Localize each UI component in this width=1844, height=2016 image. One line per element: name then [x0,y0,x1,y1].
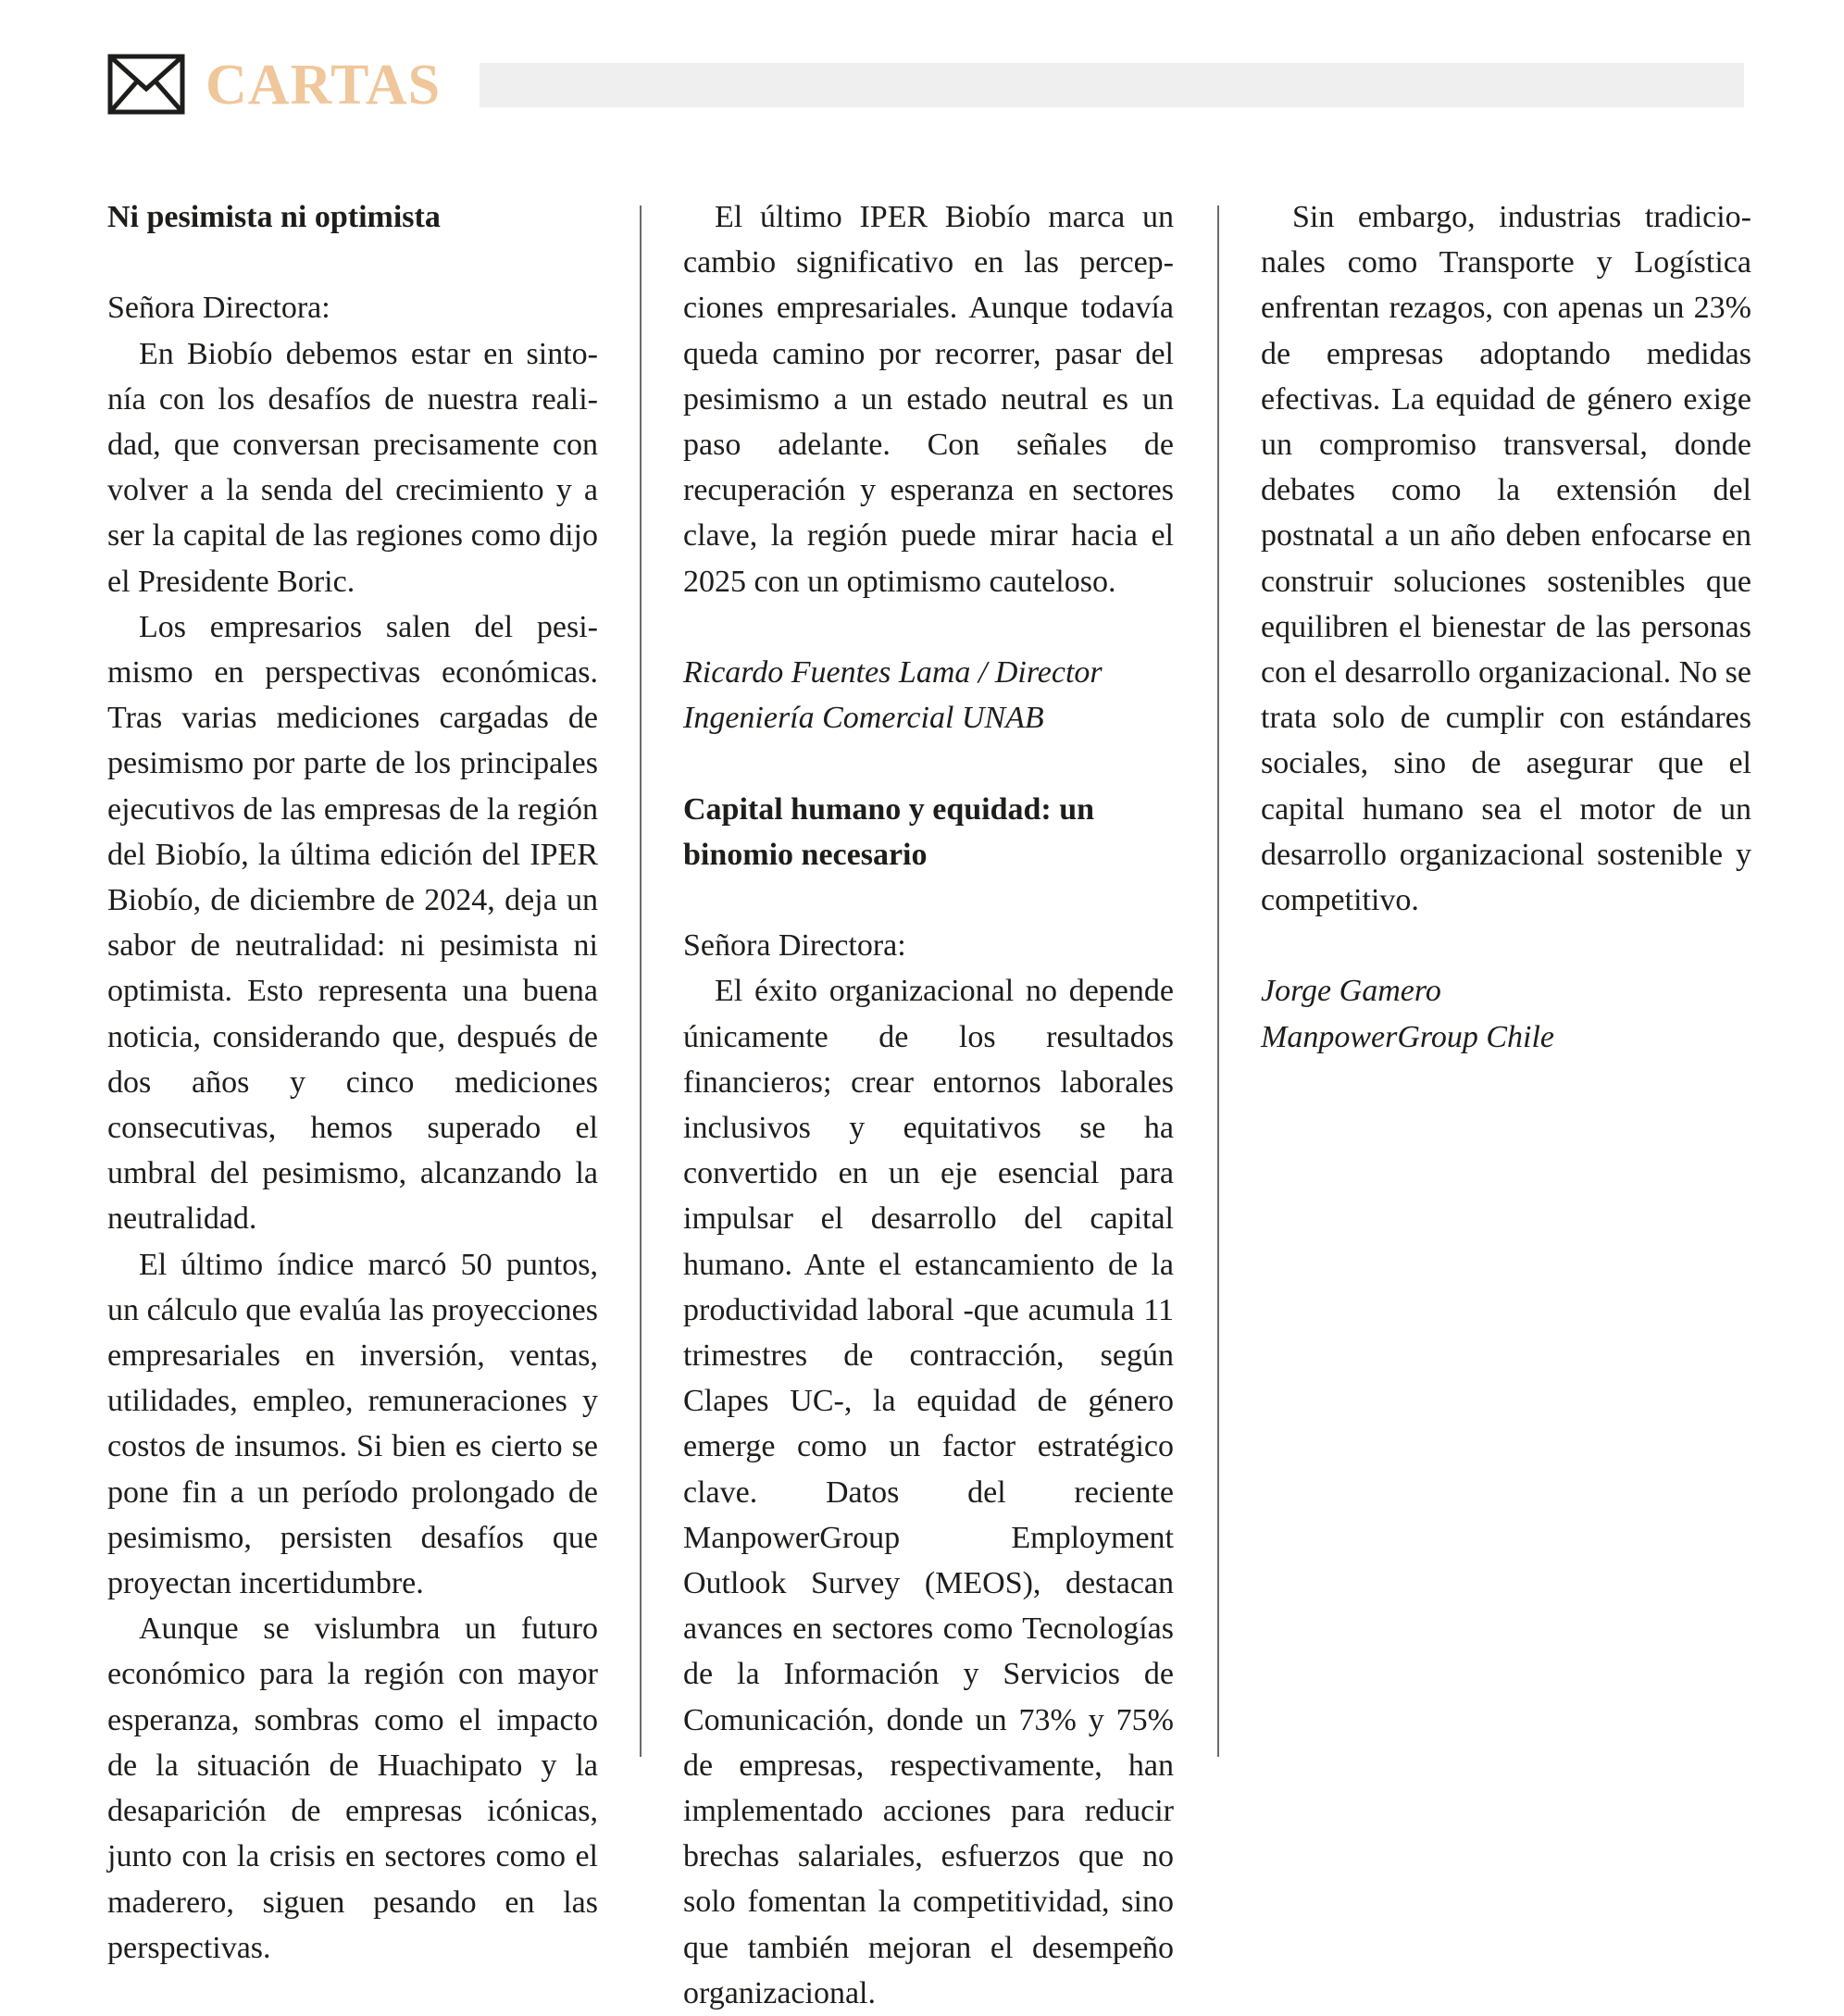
letter-1-paragraph: Los empresarios salen del pesimismo en perspectivas económicas. Tras varias mediciones cargadas de pesimismo por parte de los principales ejecutivos de las empresas de la región del Biobío, la última edición del IPER Biobío, de diciembre de 2024, deja un sabor de neutralidad: ni pesimista ni optimista. Esto representa una buena noticia, considerando que, después de dos años y cinco mediciones consecutivas, hemos superado el umbral del pesimismo, alcanzando la neutralidad. [107,609,598,1237]
letter-2-signature-name: Jorge Gamero [1261,974,1441,1009]
letter-1-headline: Ni pesimista ni optimista [107,200,441,234]
letter-1-signature-name: Ricardo Fuentes Lama / Director [683,655,1103,691]
column-1 [107,194,598,1971]
letter-1-paragraph: El último índice marcó 50 puntos, un cálculo que evalúa las proyecciones empresariales en inversión, ventas, utilidades, empleo, remuneraciones y costos de insumos. Si bien es cierto se pone fin a un período prolongado de pesimismo, persisten desafíos que proyectan incertidumbre. [107,1247,598,1601]
letter-1-paragraph: En Biobío debemos estar en sintonía con los desafíos de nuestra realidad, que conversan precisamente con volver a la senda del crecimiento y a ser la capital de las regiones como dijo el Presidente Boric. [107,336,598,599]
letter-2-paragraph: Sin embargo, industrias tradicionales como Transporte y Logística enfrentan rezagos, con apenas un 23% de empresas adoptando medidas efectivas. La equidad de género exige un compromiso transversal, donde debates como la extensión del postnatal a un año deben enfocarse en construir soluciones sostenibles que equilibren el bienestar de las personas con el desarrollo organizacional. No se trata solo de cumplir con estándares sociales, sino de asegurar que el capital humano sea el motor de un desarrollo organizacional sostenible y competitivo. [1261,200,1751,918]
envelope-icon [107,54,185,115]
letter-1-signature-affiliation: Ingeniería Comercial UNAB [683,701,1044,736]
section-header [107,54,1744,118]
letter-1-paragraph: Aunque se vislumbra un futuro económico para la región con mayor esperanza, sombras como el impacto de la situación de Huachipato y la desaparición de empresas icónicas, junto con la crisis en sectores como el maderero, siguen pesando en las perspectivas. [107,1612,598,1965]
header-bar [480,63,1744,107]
column-divider [1217,205,1219,1757]
column-2 [683,194,1174,2016]
letter-1-paragraph: El último IPER Biobío marca un cambio significativo en las percepciones empresariales. Aunque todavía queda camino por recorrer, pasar del pesimismo a un estado neutral es un paso adelante. Con señales de recuperación y esperanza en sectores clave, la región puede mirar hacia el 2025 con un optimismo cauteloso. [683,200,1174,599]
letter-2-paragraph: El éxito organizacional no depende únicamente de los resultados financieros; crear entornos laborales inclusivos y equitativos se ha convertido en un eje esencial para impulsar el desarrollo del capital humano. Ante el estancamiento de la productividad laboral -que acumula 11 trimestres de contracción, según Clapes UC-, la equidad de género emerge como un factor estratégico clave. Datos del reciente ManpowerGroup Employment Outlook Survey (MEOS), destacan avances en sectores como Tecnologías de la Información y Servicios de Comunicación, donde un 73% y 75% de empresas, respectivamente, han implementado acciones para reducir brechas salariales, esfuerzos que no solo fomentan la competitividad, sino que también mejoran el desempeño organizacional. [683,974,1174,2010]
letter-2-signature-affiliation: ManpowerGroup Chile [1261,1019,1555,1054]
column-divider [640,205,642,1757]
column-3 [1261,194,1751,1060]
letter-1-salutation: Señora Directora: [107,291,330,326]
letter-2-salutation: Señora Directora: [683,928,906,964]
section-title: CARTAS [206,54,442,117]
letter-2-headline: Capital humano y equidad: un binomio necesario [683,791,1095,872]
